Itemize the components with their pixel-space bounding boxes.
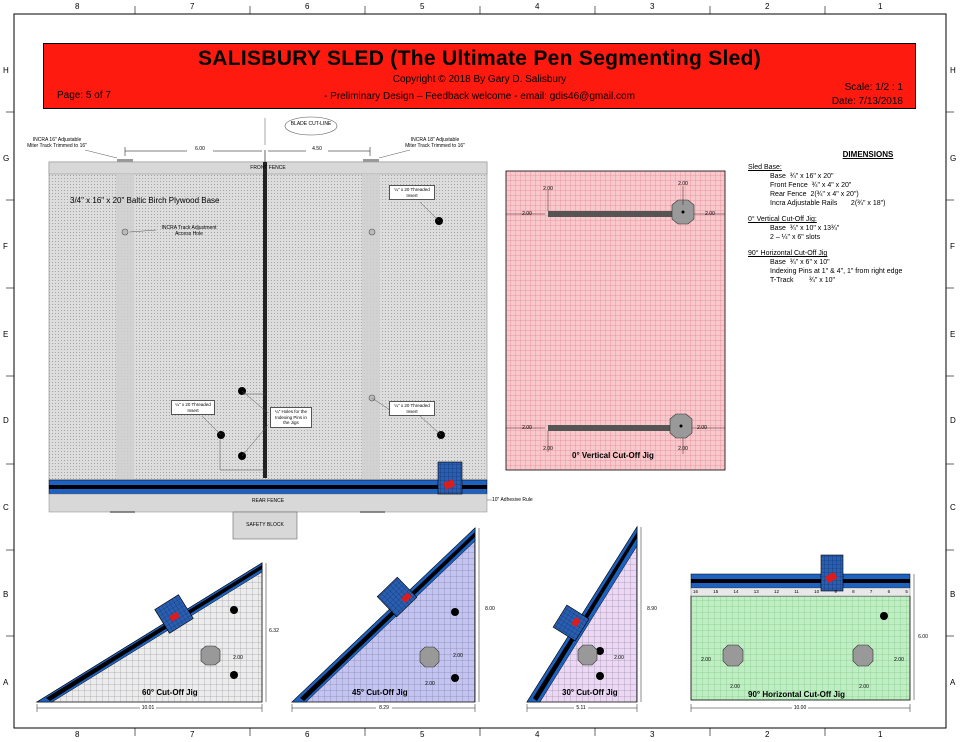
incra-track-right — [362, 174, 380, 480]
col-label: 2 — [765, 730, 770, 739]
base-label: 3/4" x 16" x 20" Baltic Birch Plywood Base — [70, 196, 220, 205]
front-fence-label: FRONT FENCE — [250, 165, 286, 171]
dim-label: 2.00 — [701, 657, 711, 663]
date: Date: 7/13/2018 — [831, 96, 903, 107]
safety-block-label: SAFETY BLOCK — [246, 522, 284, 528]
dim-label: 2.00 — [859, 684, 869, 690]
access-hole-right — [369, 229, 375, 235]
col-label: 5 — [420, 2, 425, 11]
jig-30-height: 8.90 — [647, 606, 657, 612]
access-hole-left — [122, 229, 128, 235]
incra-right-label: INCRA 18" Adjustable Miter Track Trimmed to 16" — [405, 137, 465, 149]
row-label: H — [950, 66, 956, 75]
dim-item: Front Fence ¾" x 4" x 20" — [770, 182, 852, 189]
jig-45-width: 8.29 — [376, 705, 392, 711]
knob-icon — [578, 645, 597, 665]
col-label: 4 — [535, 2, 540, 11]
jig-90-height: 6.00 — [916, 634, 930, 640]
ruler-number: 6 — [887, 589, 891, 594]
dim-left: 6.00 — [187, 146, 213, 152]
dimensions-panel — [748, 150, 948, 285]
row-label: D — [950, 416, 956, 425]
dim-label: 2.00 — [614, 655, 624, 661]
row-label: C — [3, 503, 9, 512]
jig-90-label: 90° Horizontal Cut-Off Jig — [748, 690, 845, 699]
jig-30-width: 5.11 — [574, 705, 588, 711]
title-block — [43, 43, 916, 109]
threaded-insert-label: ¼" x 20 Threaded Insert — [171, 400, 215, 415]
dim-label: 2.00 — [894, 657, 904, 663]
ruler-number: 5 — [905, 589, 908, 594]
col-label: 1 — [878, 730, 883, 739]
blade-cut-line-label: BLADE CUT-LINE — [290, 121, 332, 127]
jig-60-height: 6.32 — [269, 628, 279, 634]
row-label: B — [950, 590, 956, 599]
ruler-number: 9 — [834, 589, 837, 594]
col-label: 5 — [420, 730, 425, 739]
ruler-number: 12 — [774, 589, 780, 594]
dim-label: 2.00 — [697, 425, 707, 431]
incra-access-label: INCRA Track Adjustment Access Hole — [161, 225, 217, 237]
page-number: Page: 5 of 7 — [57, 90, 111, 101]
jig-60-width: 10.01 — [141, 705, 155, 711]
threaded-insert-label: ¼" x 20 Threaded Insert — [389, 401, 435, 416]
dim-item: Base ¾" x 6" x 10" — [770, 259, 830, 266]
dim-right: 4.50 — [306, 146, 328, 152]
row-label: G — [3, 154, 10, 163]
knob-icon — [420, 647, 439, 667]
row-label: A — [3, 678, 9, 687]
jig-60-label: 60° Cut-Off Jig — [142, 688, 198, 697]
dim-item: Indexing Pins at 1" & 4", 1" from right edge — [770, 268, 903, 275]
col-label: 7 — [190, 730, 195, 739]
ruler-number: 14 — [733, 589, 739, 594]
jig-30 — [527, 527, 641, 712]
row-label: H — [3, 66, 9, 75]
sled-base — [49, 162, 487, 480]
ruler-number: 11 — [794, 589, 799, 594]
dim-label: 2.00 — [522, 425, 532, 431]
dim-item: Rear Fence 2(¾" x 4" x 20") — [770, 191, 859, 198]
incra-track-left — [116, 174, 134, 480]
dim-item: 2 – ¼" x 6" slots — [770, 234, 821, 241]
col-label: 8 — [75, 2, 80, 11]
jig-45-label: 45° Cut-Off Jig — [352, 688, 408, 697]
ruler-number: 16 — [693, 589, 699, 594]
dimensions-heading: DIMENSIONS — [842, 150, 894, 159]
dim-label: 2.00 — [453, 653, 463, 659]
ruler-number: 15 — [713, 589, 719, 594]
row-label: E — [3, 330, 9, 339]
indexing-holes-label: ¼" Holes for the Indexing Pins in the Jigs — [270, 407, 312, 428]
dim-label: 2.00 — [543, 446, 553, 452]
knob-icon — [201, 646, 220, 665]
row-label: E — [950, 330, 956, 339]
sled-base-heading: Sled Base: — [748, 164, 782, 171]
dim-item: Incra Adjustable Rails 2(¾" x 18") — [770, 200, 886, 207]
knob-icon — [853, 645, 873, 666]
sled-drawing — [49, 117, 492, 539]
vertical-jig-heading: 0° Vertical Cut-Off Jig: — [748, 216, 817, 223]
row-label: A — [950, 678, 956, 687]
slot — [548, 211, 678, 217]
row-label: F — [3, 242, 8, 251]
knob-icon — [723, 645, 743, 666]
col-label: 6 — [305, 730, 310, 739]
jig-block — [438, 462, 462, 494]
jig-90-width: 10.00 — [793, 705, 807, 711]
jig-45-height: 8.00 — [485, 606, 495, 612]
incra-left-label: INCRA 16" Adjustable Miter Track Trimmed to 16" — [27, 137, 87, 149]
row-label: G — [950, 154, 957, 163]
jig-45 — [292, 528, 479, 712]
row-label: F — [950, 242, 955, 251]
row-label: B — [3, 590, 9, 599]
col-label: 8 — [75, 730, 80, 739]
dim-label: 2.00 — [425, 681, 435, 687]
ruler-number: 8 — [852, 589, 855, 594]
slot — [548, 425, 678, 431]
row-label: C — [950, 503, 956, 512]
dim-label: 2.00 — [730, 684, 740, 690]
horizontal-jig-heading: 90° Horizontal Cut-Off Jig — [748, 250, 828, 257]
col-label: 3 — [650, 2, 655, 11]
adhesive-rule-label: 10" Adhesive Rule — [492, 497, 533, 503]
dim-label: 2.00 — [233, 655, 243, 661]
jig-90 — [691, 555, 914, 712]
col-label: 2 — [765, 2, 770, 11]
copyright: Copyright © 2018 By Gary D. Salisbury — [392, 74, 567, 85]
dim-item: Base ¾" x 16" x 20" — [770, 173, 834, 180]
dim-label: 2.00 — [705, 211, 715, 217]
vertical-jig-label: 0° Vertical Cut-Off Jig — [572, 451, 654, 460]
drawing-title: SALISBURY SLED (The Ultimate Pen Segmenting Sled) — [197, 47, 762, 70]
dim-label: 2.00 — [678, 446, 688, 452]
ruler-number: 7 — [869, 589, 873, 594]
col-label: 4 — [535, 730, 540, 739]
scale: Scale: 1/2 : 1 — [844, 82, 903, 93]
vertical-jig — [506, 171, 725, 470]
ruler-number: 13 — [753, 589, 759, 594]
dim-item: T-Track ¾" x 10" — [770, 277, 836, 284]
col-label: 3 — [650, 730, 655, 739]
dim-label: 2.00 — [522, 211, 532, 217]
dim-label: 2.00 — [678, 181, 688, 187]
col-label: 1 — [878, 2, 883, 11]
rear-fence-label: REAR FENCE — [251, 498, 285, 504]
jig-30-label: 30° Cut-Off Jig — [562, 688, 618, 697]
row-label: D — [3, 416, 9, 425]
dim-label: 2.00 — [543, 186, 553, 192]
col-label: 7 — [190, 2, 195, 11]
col-label: 6 — [305, 2, 310, 11]
ruler-number: 10 — [814, 589, 820, 594]
preliminary-note: - Preliminary Design – Feedback welcome - email: gdis46@gmail.com — [324, 91, 635, 102]
ruler-numbers — [693, 588, 908, 596]
dim-item: Base ¾" x 10" x 13¾" — [770, 225, 840, 232]
threaded-insert-label: ¼" x 20 Threaded Insert — [389, 185, 435, 200]
